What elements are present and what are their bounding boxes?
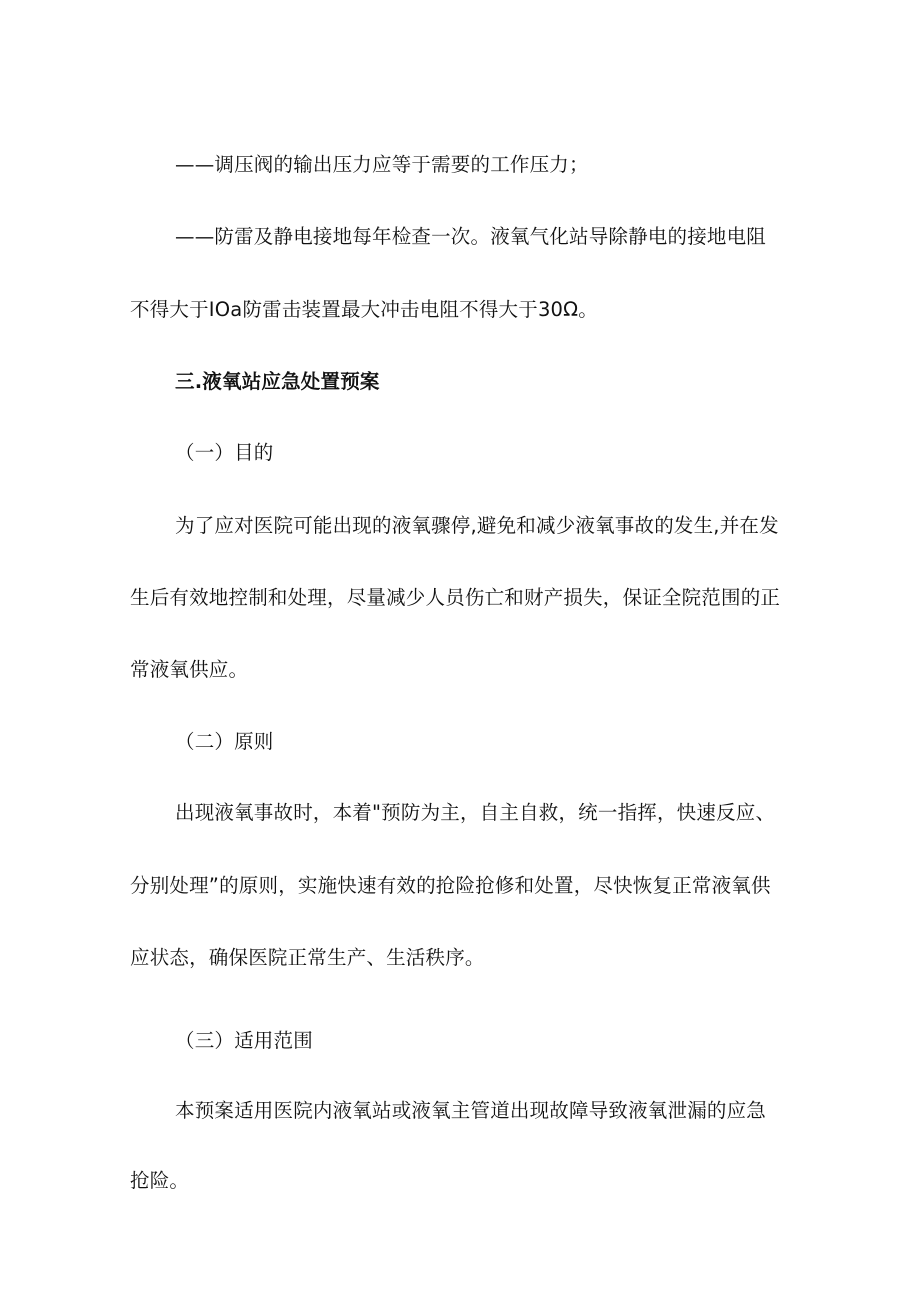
paragraph-line: ——防雷及静电接地每年检查一次。液氧气化站导除静电的接地电阻 (175, 225, 767, 248)
paragraph-line: 出现液氧事故时，本着"预防为主，自主自救，统一指挥，快速反应、 (175, 801, 776, 824)
paragraph-line: ——调压阀的输出压力应等于需要的工作压力； (175, 153, 589, 176)
paragraph-line: 分别处理”的原则，实施快速有效的抢险抢修和处置，尽快恢复正常液氧供 (130, 874, 771, 897)
paragraph-line: 应状态，确保医院正常生产、生活秩序。 (130, 946, 485, 969)
subsection-heading: （三）适用范围 (175, 1029, 313, 1052)
paragraph-line: 抢险。 (130, 1169, 190, 1192)
paragraph-line: 本预案适用医院内液氧站或液氧主管道出现故障导致液氧泄漏的应急 (175, 1099, 767, 1122)
paragraph-line: 为了应对医院可能出现的液氧骤停,避免和减少液氧事故的发生,并在发 (175, 514, 779, 537)
paragraph-line: 不得大于IOa防雷击装置最大冲击电阻不得大于30Ω。 (130, 298, 598, 321)
section-heading: 三.液氧站应急处置预案 (175, 370, 380, 393)
paragraph-line: 生后有效地控制和处理，尽量减少人员伤亡和财产损失，保证全院范围的正 (130, 586, 781, 609)
subsection-heading: （二）原则 (175, 730, 274, 753)
paragraph-line: 常液氧供应。 (130, 658, 249, 681)
subsection-heading: （一）目的 (175, 441, 274, 464)
